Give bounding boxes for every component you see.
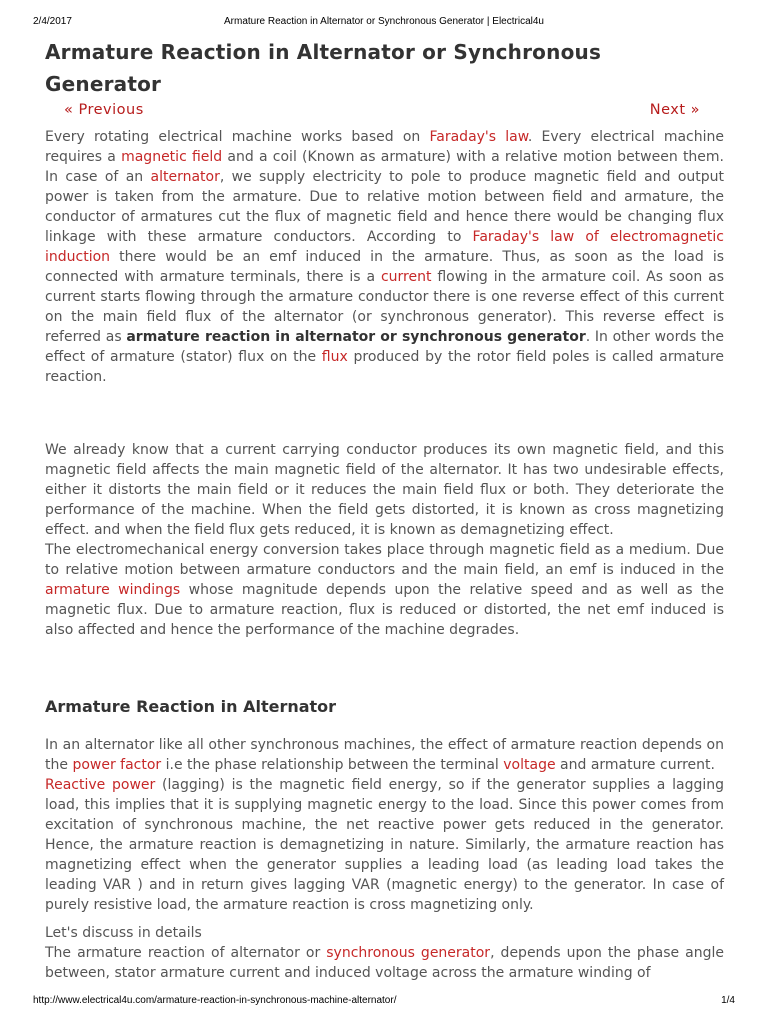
current-link[interactable]: current: [380, 269, 432, 285]
pager: [45, 99, 724, 121]
paragraph-power-factor: In an alternator like all other synchronous machines, the effect of armature reaction depends on the power factor i.e the phase relationship between the terminal voltage and armature current.: [45, 737, 724, 773]
paragraph-discuss: Let's discuss in details: [45, 925, 202, 941]
next-link[interactable]: Next »: [649, 102, 700, 118]
page-url: http://www.electrical4u.com/armature-reaction-in-synchronous-machine-alternator/: [33, 995, 397, 1006]
paragraph-intro: Every rotating electrical machine works based on Faraday's law. Every electrical machine requires a magnetic field and a coil (Known as armature) with a relative motion between them. In case of an alternator, we supply electricity to pole to produce magnetic field and output power is taken from the armature. Due to relative motion between field and armature, the conductor of armatures cut the flux of magnetic field and hence there would be changing flux linkage with these armature conductors. According to Faraday's law of electromagnetic induction there would be an emf induced in the armature. Thus, as soon as the load is connected with armature terminals, there is a current flowing in the armature coil. As soon as current starts flowing through the armature conductor there is one reverse effect of this current on the main field flux of the alternator (or synchronous generator). This reverse effect is referred as armature reaction in alternator or synchronous generator. In other words the effect of armature (stator) flux on the flux produced by the rotor field poles is called armature reaction.: [45, 129, 725, 385]
faradays-law-link[interactable]: Faraday's law: [429, 129, 528, 145]
flux-link[interactable]: flux: [321, 349, 348, 365]
paragraph-reactive-power: Reactive power (lagging) is the magnetic field energy, so if the generator supplies a lagging load, this implies that it is supplying magnetic energy to the load. Since this power comes from excitation of synchronous machine, the net reactive power gets reduced in the generator. Hence, the armature reaction is demagnetizing in nature. Similarly, the armature reaction has magnetizing effect when the generator supplies a leading load (as leading load takes the leading VAR ) and in return gives lagging VAR (magnetic energy) to the generator. In case of purely resistive load, the armature reaction is cross magnetizing only.: [45, 777, 724, 913]
voltage-link[interactable]: voltage: [503, 757, 556, 773]
print-title: Armature Reaction in Alternator or Synchronous Generator | Electrical4u: [224, 16, 544, 27]
synchronous-generator-link[interactable]: synchronous generator: [326, 945, 491, 961]
power-factor-link[interactable]: power factor: [72, 757, 162, 773]
article: [45, 36, 724, 983]
previous-link[interactable]: « Previous: [64, 102, 144, 118]
page-title: Armature Reaction in Alternator or Synchronous Generator: [45, 40, 602, 96]
reactive-power-link[interactable]: Reactive power: [45, 777, 156, 793]
paragraph-phase-angle: The armature reaction of alternator or synchronous generator, depends upon the phase angle between, stator armature current and induced voltage across the armature winding of: [45, 945, 724, 981]
armature-windings-link[interactable]: armature windings: [45, 582, 181, 598]
page-number: 1/4: [721, 995, 735, 1006]
paragraph-effects: We already know that a current carrying conductor produces its own magnetic field, and this magnetic field affects the main magnetic field of the alternator. It has two undesirable effects, either it distorts the main field or it reduces the main field flux or both. They deteriorate the performance of the machine. When the field gets distorted, it is known as cross magnetizing effect. and when the field flux gets reduced, it is known as demagnetizing effect.: [45, 442, 724, 538]
alternator-link[interactable]: alternator: [150, 169, 220, 185]
bold-term: armature reaction in alternator or synchronous generator: [126, 329, 586, 345]
faradays-law-em-induction-link[interactable]: Faraday's law of electromagnetic induction: [45, 229, 724, 265]
section-heading: Armature Reaction in Alternator: [45, 697, 337, 716]
paragraph-energy-conversion: The electromechanical energy conversion takes place through magnetic field as a medium. Due to relative motion between armature conductors and the main field, an emf is induced in the armature windings whose magnitude depends upon the relative speed and as well as the magnetic flux. Due to armature reaction, flux is reduced or distorted, the net emf induced is also affected and hence the performance of the machine degrades.: [45, 542, 724, 638]
magnetic-field-link[interactable]: magnetic field: [121, 149, 223, 165]
print-date: 2/4/2017: [33, 16, 72, 27]
